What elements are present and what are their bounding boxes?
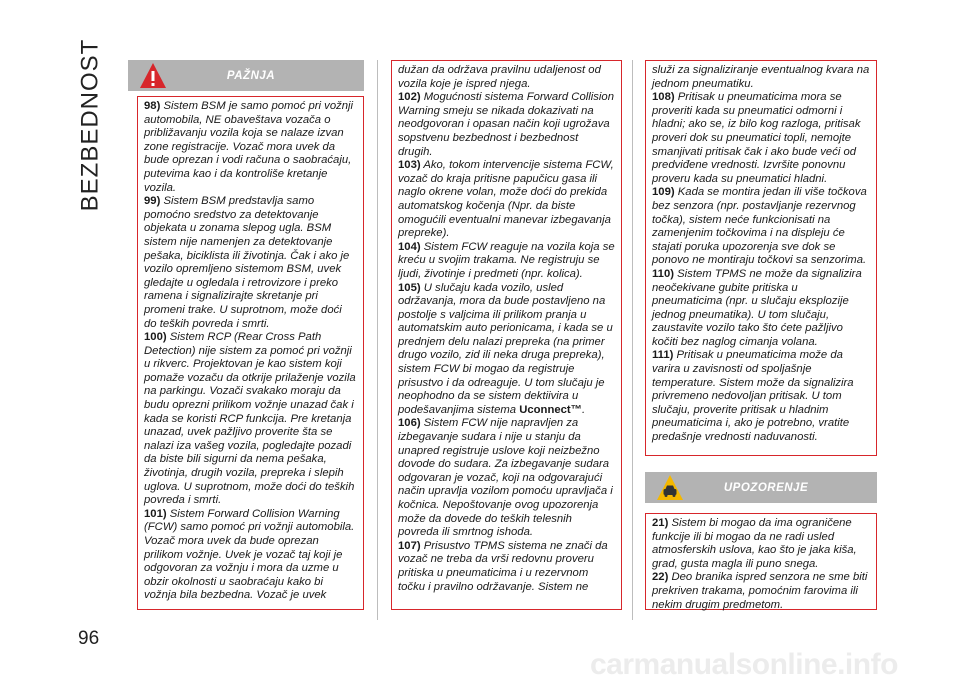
caution-title: UPOZORENJE: [723, 481, 809, 494]
section-title: BEZBEDNOST: [76, 38, 104, 212]
note-text: Sistem bi mogao da ima ograničene funkcije ili bi mogao da ne radi usled atmosferskih uslova, kao što je jaka kiša, grad, gusta magla ili puno snega.: [652, 517, 857, 570]
note-paragraph: [652, 91, 870, 186]
note-paragraph: [144, 195, 357, 331]
note-paragraph: [398, 64, 615, 91]
note-number: 22): [652, 571, 669, 584]
note-text: Ako, tokom intervencije sistema FCW, vozač do kraja pritisne papučicu gasa ili naglo okrene volan, može doći do prekida automatskog kočenja (Npr. da biste omogućili eventualni manevar izbegavanja prepreke).: [398, 159, 614, 240]
note-paragraph: [398, 159, 615, 241]
note-paragraph: [398, 417, 615, 539]
note-paragraph: [398, 91, 615, 159]
note-text: Pritisak u pneumaticima mora se proveriti kada su pneumatici odmorni i hladni; ako se, iz bilo kog razloga, pritisak proveri dok su pneumatici topli, nemojte smanjivati pritisak čak i ako bude veći od predviđene vrednosti. Izvršite ponovnu proveru kada su pneumatici hladni.: [652, 91, 861, 185]
note-text: Deo branika ispred senzora ne sme biti prekriven trakama, pomoćnim farovima ili nekim drugim predmetom.: [652, 571, 868, 611]
note-number: 99): [144, 195, 161, 208]
brand-name: Uconnect™: [519, 403, 582, 416]
note-number: 111): [652, 349, 674, 362]
note-number: 106): [398, 417, 421, 430]
note-text: Sistem BSM predstavlja samo pomoćno sredstvo za detektovanje objekata u zonama slepog ugla. BSM sistem nije namenjen za detektovanje pešaka, biciklista ili životinja. Čak i ako je vozilo opremljeno sistemom BSM, uvek gledajte u ogledala i retrovizore i preko ramena i signalizirajte skretanje pri promeni trake. U suprotnom, može doći do teških povreda i smrti.: [144, 195, 350, 330]
note-text: .: [581, 403, 586, 416]
warning-header: [128, 60, 364, 91]
note-number: 110): [652, 267, 674, 280]
note-text: Pritisak u pneumaticima može da varira u zavisnosti od spoljašnje temperature. Sistem može da signalizira privremeno nedovoljan pritisak. U tom slučaju, proverite pritisak u hladnim pneumaticima i, ako je potrebno, vratite predašnje vrednosti naduvanosti.: [652, 349, 854, 444]
note-text: Sistem Forward Collision Warning (FCW) samo pomoć pri vožnji automobila. Vozač mora uvek da bude oprezan prilikom vožnje. Uvek je vozač taj koji je odgovoran za vožnju i mora da uzme u obzir okolnosti u saobraćaju kako bi vožnja bila bezbedna. Vozač je uvek: [144, 507, 355, 602]
note-number: 105): [398, 281, 421, 294]
note-paragraph: [144, 331, 357, 508]
note-number: 21): [652, 517, 669, 529]
note-number: 109): [652, 186, 675, 199]
note-number: 101): [144, 507, 167, 520]
note-paragraph: [144, 508, 357, 603]
note-number: 98): [144, 100, 161, 112]
note-number: 103): [398, 159, 421, 172]
note-text: Sistem TPMS ne može da signalizira neočekivane gubite pritiska u pneumaticima (npr. u slučaju eksplozije jednog pneumatika). U tom slučaju, zaustavite vozilo tako što ćete pažljivo kočiti bez naglog cimanja volana.: [652, 267, 862, 348]
note-paragraph: [652, 64, 870, 91]
note-number: 102): [398, 91, 421, 104]
note-paragraph: [652, 268, 870, 350]
note-paragraph: [652, 186, 870, 268]
note-paragraph: [652, 571, 870, 612]
note-paragraph: [144, 100, 357, 195]
note-text: Kada se montira jedan ili više točkova bez senzora (npr. postavljanje rezervnog točka), sistem neće funkcionisati na zamenjenim točkovima i na displeju će stajati poruka upozorenja sve dok se ponovo ne montiraju točkovi sa senzorima.: [652, 186, 867, 267]
column-divider: [377, 60, 378, 620]
note-number: 107): [398, 539, 421, 552]
note-paragraph: [398, 241, 615, 282]
caution-box: [645, 513, 877, 610]
note-text: U slučaju kada vozilo, usled održavanja, mora da bude postavljeno na postolje s valjcima ili prilikom pranja u automatskim auto perionicama, i kada se u prednjem delu nalazi prepreka (na primer drugo vozilo, zid ili neka druga prepreka), sistem FCW bi mogao da registruje prisustvo i da odreaguje. U tom slučaju je neophodno da se sistem dektiivira u podešavanjima sistema: [398, 281, 613, 416]
warning-box: [137, 96, 364, 610]
note-text: Sistem BSM je samo pomoć pri vožnji automobila, NE obaveštava vozača o približavanju vozila koja se nalaze izvan zone registracije. Vozač mora uvek da bude oprezan i vodi računa o saobraćaju, putevima kao i da kontroliše kretanje vozila.: [144, 100, 354, 194]
warning-title: PAŽNJA: [226, 69, 276, 82]
note-text: Sistem FCW reaguje na vozila koja se kreću u svojim trakama. Ne registruju se ljudi, životinje i predmeti (npr. kolica).: [398, 240, 615, 280]
note-text: Sistem RCP (Rear Cross Path Detection) nije sistem za pomoć pri vožnji u rikverc. Projektovan je kao sistem koji pomaže vozaču da otkrije prilaženje vozila na parkingu. Vozači svakako moraju da budu oprezni prilikom vožnje unazad čak i kada se koristi RCP funkcija. Pre kretanja unazad, uvek pažljivo proverite šta se nalazi iza vašeg vozila, pogledajte pozadi da biste bili sigurni da nema pešaka, životinja, drugih vozila, prepreka i slepih uglova. U suprotnom, može doći do teških povreda i smrti.: [144, 331, 356, 507]
note-number: 104): [398, 240, 421, 253]
caution-header: [645, 472, 877, 503]
note-paragraph: [398, 282, 615, 418]
note-paragraph: [652, 517, 870, 571]
note-text: Prisustvo TPMS sistema ne znači da vozač ne treba da vrši redovnu proveru pritiska u pneumaticima i u rezervnom točku i pravilno održavanje. Sistem ne: [398, 539, 608, 593]
note-text: Mogućnosti sistema Forward Collision Warning smeju se nikada dokazivati na neodgovoran i opasan način koji ugrožava sopstvenu bezbednost i bezbednost drugih.: [398, 91, 614, 158]
column-divider: [632, 60, 633, 620]
warning-box-continued: [645, 60, 877, 456]
watermark: carmanualsonline.info: [590, 648, 898, 681]
note-paragraph: [652, 349, 870, 444]
note-number: 100): [144, 331, 167, 344]
note-text: služi za signaliziranje eventualnog kvara na jednom pneumatiku.: [652, 64, 870, 90]
note-number: 108): [652, 91, 675, 104]
page-number: 96: [78, 628, 100, 649]
warning-triangle-icon: [138, 61, 168, 91]
car-caution-icon: [655, 473, 685, 503]
note-text: dužan da održava pravilnu udaljenost od vozila koje je ispred njega.: [398, 64, 601, 90]
note-paragraph: [398, 540, 615, 594]
note-text: Sistem FCW nije napravljen za izbegavanje sudara i nije u stanju da unapred registruje uslove koji neizbežno dovode do sudara. Za izbegavanje sudara odgovaran je vozač, koji na odgovarajući način upravlja vozilom pomoću upravljača i kočnica. Nepoštovanje ovog upozorenja može da dovede do teških telesnih povreda ili smrtnog ishoda.: [398, 417, 613, 539]
warning-box-continued: [391, 60, 622, 610]
